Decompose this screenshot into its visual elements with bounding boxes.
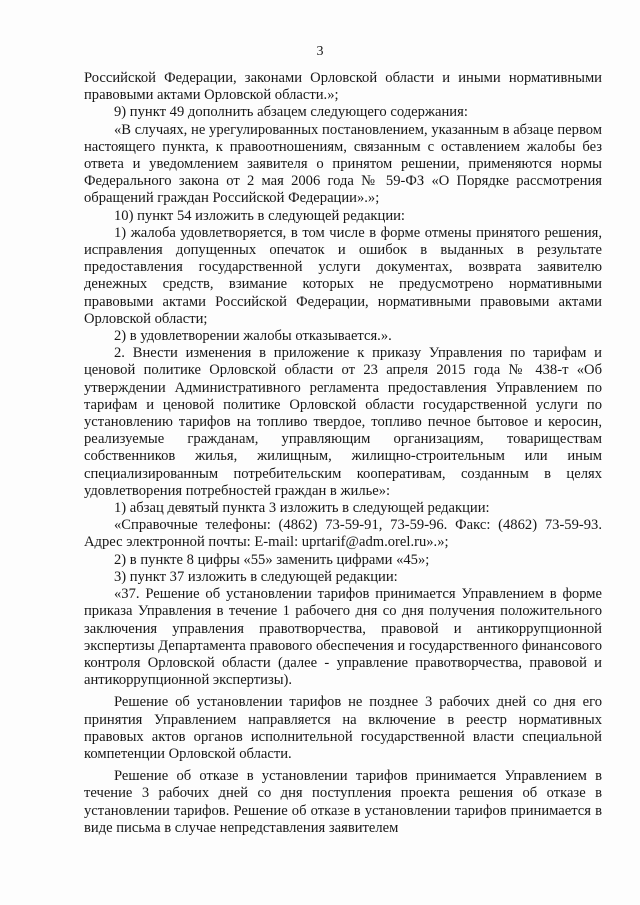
- paragraph: 1) жалоба удовлетворяется, в том числе в форме отмены принятого решения, исправления допущенных опечаток и ошибок в выданных в результате предоставления государственной услуги документах, возврата заявителю денежных средств, взимание которых не предусмотрено нормативными правовыми актами Российской Федерации, нормативными правовыми актами Орловской области;: [84, 224, 602, 327]
- paragraph: 2) в пункте 8 цифры «55» заменить цифрами «45»;: [114, 551, 430, 568]
- paragraph: 2) в удовлетворении жалобы отказывается.».: [114, 328, 392, 345]
- paragraph: Решение об установлении тарифов не позднее 3 рабочих дней со дня его принятия Управлением направляется на включение в реестр нормативных правовых актов органов исполнительной государственной власти специальной компетенции Орловской области.: [84, 694, 602, 762]
- paragraph: «Справочные телефоны: (4862) 73-59-91, 73-59-96. Факс: (4862) 73-59-93. Адрес электронной почты: E-mail: uprtarif@adm.orel.ru».»;: [84, 517, 602, 551]
- document-body: [84, 70, 602, 837]
- paragraph: 1) абзац девятый пункта 3 изложить в следующей редакции:: [114, 500, 490, 517]
- paragraph: 10) пункт 54 изложить в следующей редакции:: [114, 207, 405, 224]
- paragraph: «37. Решение об установлении тарифов принимается Управлением в форме приказа Управления в течение 1 рабочего дня со дня получения положительного заключения управления правотворчества, правовой и антикоррупционной экспертизы Департамента правового обеспечения и государственного финансового контроля Орловской области (далее - управление правотворчества, правовой и антикоррупционной экспертизы).: [84, 586, 602, 689]
- paragraph: 2. Внести изменения в приложение к приказу Управления по тарифам и ценовой политике Орловской области от 23 апреля 2015 года № 438-т «Об утверждении Административного регламента предоставления Управлением по тарифам и ценовой политике Орловской области государственной услуги по установлению тарифов на топливо твердое, топливо печное бытовое и керосин, реализуемые гражданам, управляющим организациям, товариществам собственников жилья, жилищным, жилищно-строительным или иным специализированным потребительским кооперативам, созданным в целях удовлетворения потребностей граждан в жилье»:: [84, 345, 602, 499]
- paragraph: «В случаях, не урегулированных постановлением, указанным в абзаце первом настоящего пункта, к правоотношениям, связанным с оставлением жалобы без ответа и уведомлением заявителя о принятом решении, применяются нормы Федерального закона от 2 мая 2006 года № 59-ФЗ «О Порядке рассмотрения обращений граждан Российской Федерации».»;: [84, 121, 602, 207]
- paragraph: 9) пункт 49 дополнить абзацем следующего содержания:: [114, 104, 468, 121]
- paragraph: Российской Федерации, законами Орловской области и иными нормативными правовыми актами Орловской области.»;: [84, 70, 602, 104]
- paragraph: 3) пункт 37 изложить в следующей редакции:: [114, 568, 398, 585]
- paragraph: Решение об отказе в установлении тарифов принимается Управлением в течение 3 рабочих дней со дня поступления проекта решения об отказе в установлении тарифов. Решение об отказе в установлении тарифов принимается в виде письма в случае непредставления заявителем: [84, 768, 602, 836]
- page-number: 3: [316, 44, 324, 59]
